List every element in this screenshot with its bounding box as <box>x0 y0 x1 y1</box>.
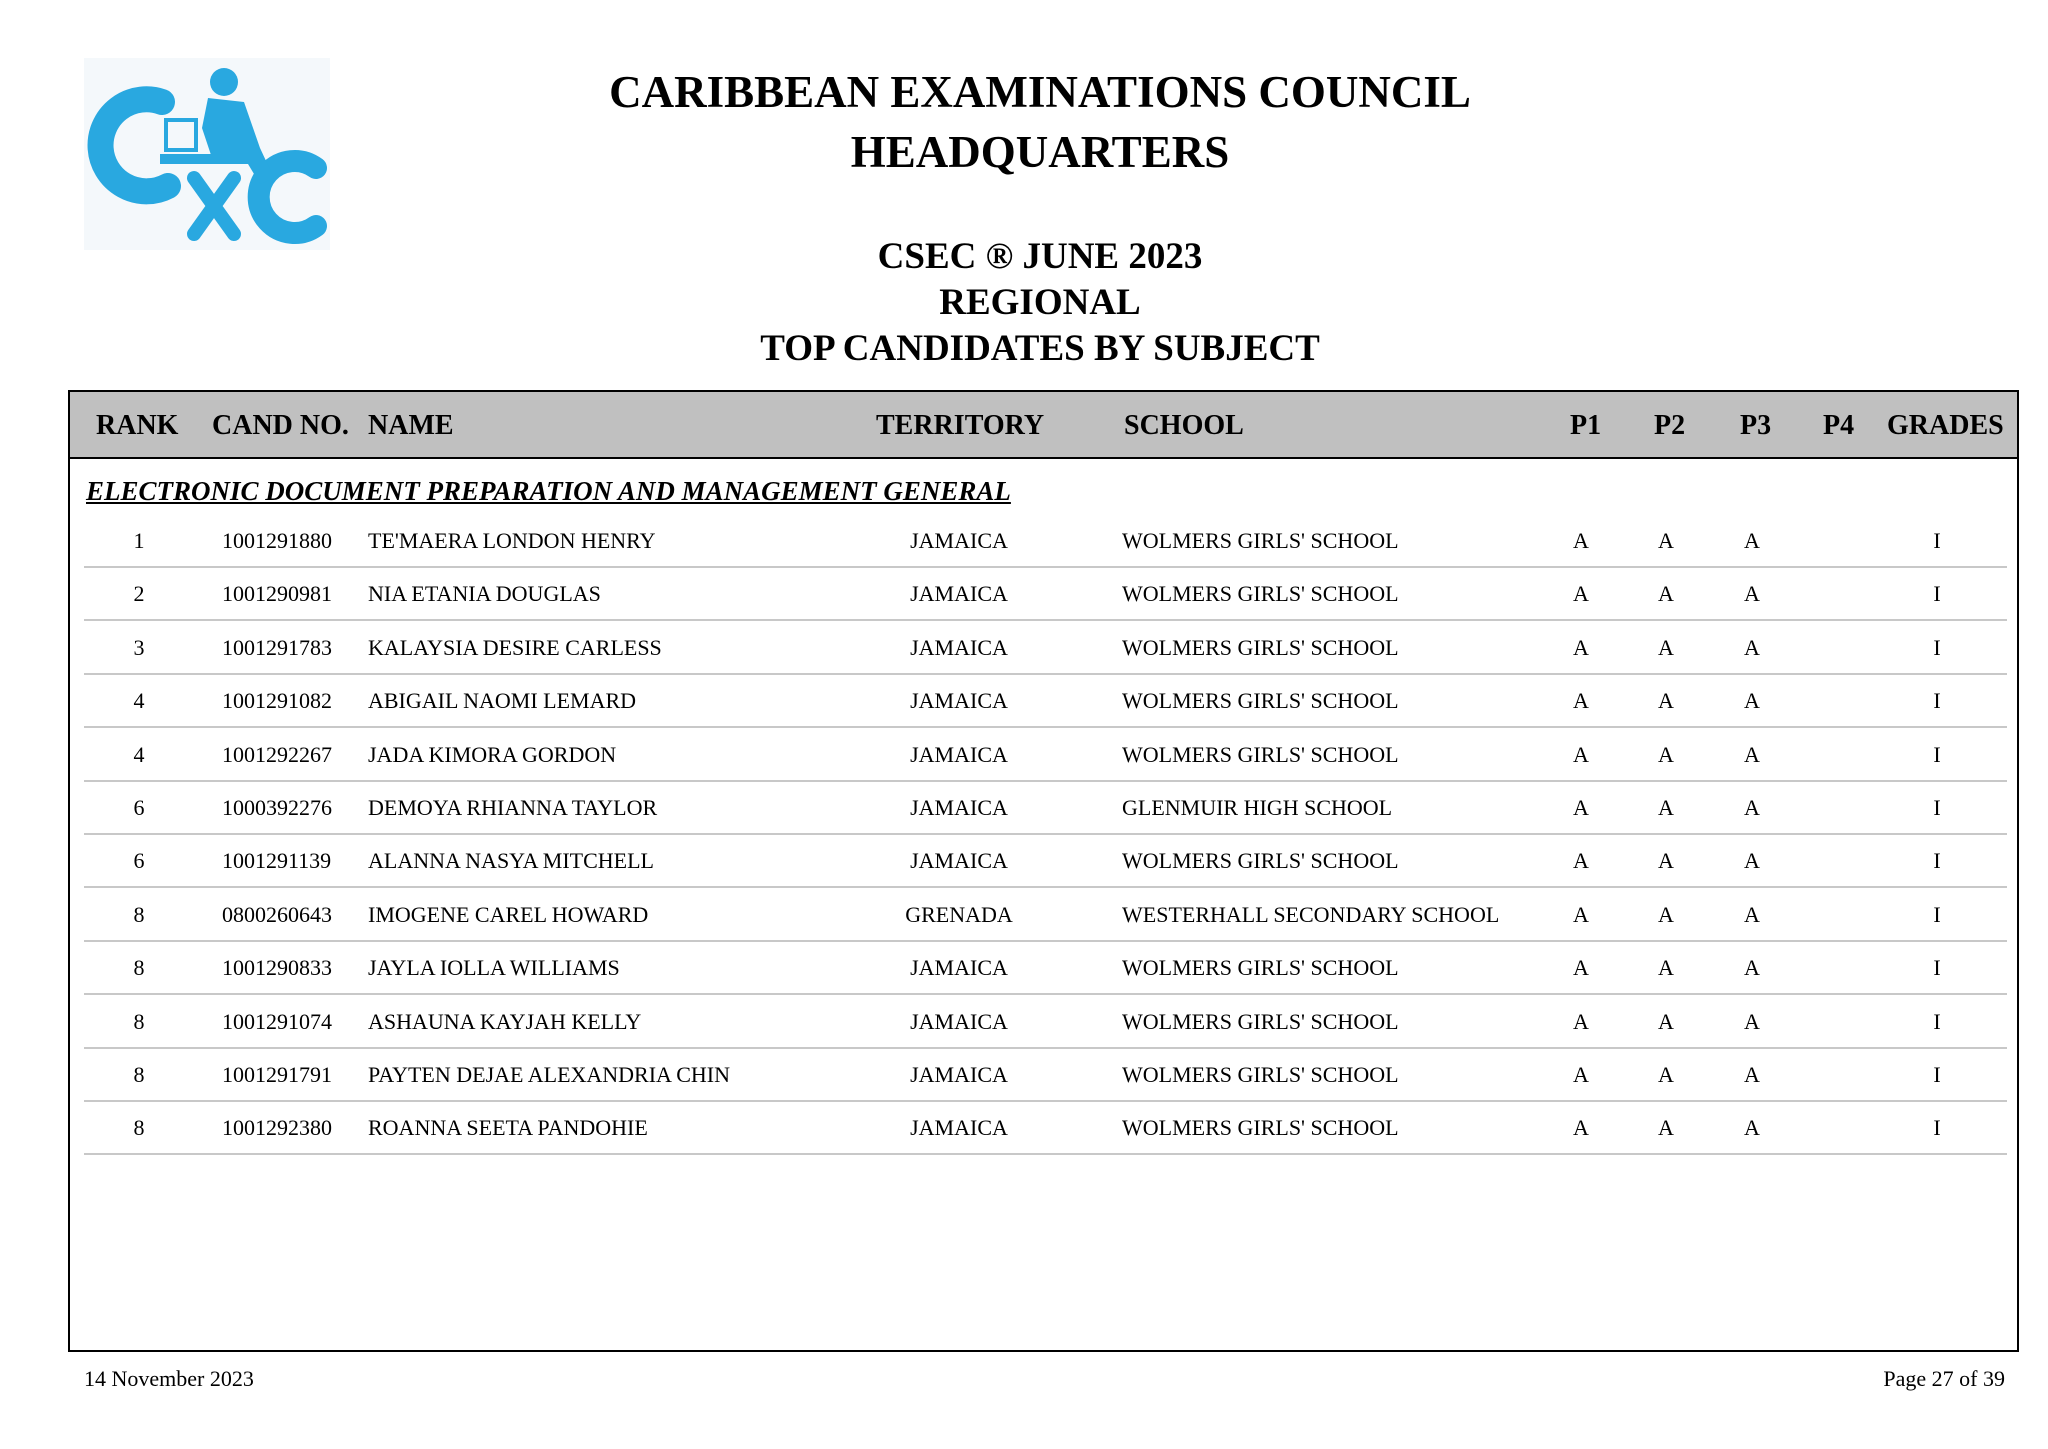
col-p3: P3 <box>1740 410 1772 441</box>
p2-cell: A <box>1658 794 1674 820</box>
table-row <box>84 1050 2007 1102</box>
territory-cell: JAMAICA <box>910 848 1008 874</box>
p1-cell: A <box>1573 581 1589 607</box>
p2-cell: A <box>1658 955 1674 981</box>
territory-cell: JAMAICA <box>910 634 1008 660</box>
territory-cell: JAMAICA <box>910 528 1008 553</box>
grade-cell: I <box>1933 634 1941 660</box>
p2-cell: A <box>1658 901 1674 927</box>
table-row <box>84 730 2007 782</box>
p2-cell: A <box>1658 848 1674 874</box>
org-name: CARIBBEAN EXAMINATIONS COUNCIL <box>609 67 1471 117</box>
territory-cell: JAMAICA <box>910 794 1008 820</box>
name-cell: KALAYSIA DESIRE CARLESS <box>368 634 662 660</box>
p1-cell: A <box>1573 1061 1589 1087</box>
col-territory: TERRITORY <box>876 410 1045 441</box>
p3-cell: A <box>1744 848 1760 874</box>
school-cell: WESTERHALL SECONDARY SCHOOL <box>1122 901 1500 927</box>
grade-cell: I <box>1933 1115 1941 1141</box>
table-row <box>84 783 2007 835</box>
table-row <box>84 943 2007 995</box>
cand-no-cell: 1001292267 <box>222 741 332 767</box>
p3-cell: A <box>1744 741 1760 767</box>
grade-cell: I <box>1933 955 1941 981</box>
p1-cell: A <box>1573 741 1589 767</box>
p1-cell: A <box>1573 1008 1589 1034</box>
school-cell: WOLMERS GIRLS' SCHOOL <box>1122 528 1399 553</box>
report-name: TOP CANDIDATES BY SUBJECT <box>760 328 1320 369</box>
school-cell: WOLMERS GIRLS' SCHOOL <box>1122 1008 1399 1034</box>
table-row <box>84 1103 2007 1155</box>
cand-no-cell: 1001292380 <box>222 1115 332 1141</box>
cand-no-cell: 1001291082 <box>222 688 332 714</box>
p2-cell: A <box>1658 1061 1674 1087</box>
name-cell: DEMOYA RHIANNA TAYLOR <box>368 794 658 820</box>
name-cell: JAYLA IOLLA WILLIAMS <box>368 955 620 981</box>
territory-cell: JAMAICA <box>910 1115 1008 1141</box>
p1-cell: A <box>1573 901 1589 927</box>
name-cell: ROANNA SEETA PANDOHIE <box>368 1115 648 1141</box>
cxc-logo <box>84 58 330 250</box>
page-number: Page 27 of 39 <box>1883 1366 2005 1391</box>
p2-cell: A <box>1658 634 1674 660</box>
p2-cell: A <box>1658 741 1674 767</box>
name-cell: ASHAUNA KAYJAH KELLY <box>368 1008 642 1034</box>
p3-cell: A <box>1744 688 1760 714</box>
cand-no-cell: 1001291139 <box>222 848 332 874</box>
school-cell: WOLMERS GIRLS' SCHOOL <box>1122 848 1399 874</box>
col-grades: GRADES <box>1887 410 2004 441</box>
grade-cell: I <box>1933 581 1941 607</box>
table-row <box>84 997 2007 1049</box>
col-name: NAME <box>368 410 454 441</box>
table-row <box>84 623 2007 675</box>
p3-cell: A <box>1744 901 1760 927</box>
grade-cell: I <box>1933 794 1941 820</box>
name-cell: IMOGENE CAREL HOWARD <box>368 901 649 927</box>
table-row <box>84 516 2007 568</box>
p2-cell: A <box>1658 688 1674 714</box>
territory-cell: JAMAICA <box>910 688 1008 714</box>
table-header <box>70 392 2017 459</box>
rank-cell: 4 <box>133 741 145 767</box>
grade-cell: I <box>1933 741 1941 767</box>
col-cand-no: CAND NO. <box>212 410 349 441</box>
school-cell: WOLMERS GIRLS' SCHOOL <box>1122 634 1399 660</box>
rank-cell: 6 <box>133 794 145 820</box>
name-cell: JADA KIMORA GORDON <box>368 741 617 767</box>
p3-cell: A <box>1744 581 1760 607</box>
cand-no-cell: 1001290981 <box>222 581 332 607</box>
name-cell: ALANNA NASYA MITCHELL <box>368 848 654 874</box>
name-cell: TE'MAERA LONDON HENRY <box>368 528 656 553</box>
rank-cell: 8 <box>133 1061 145 1087</box>
organization-title <box>540 62 1540 182</box>
col-p1: P1 <box>1570 410 1602 441</box>
p1-cell: A <box>1573 794 1589 820</box>
exam-title: CSEC ® JUNE 2023 <box>877 236 1203 277</box>
p2-cell: A <box>1658 581 1674 607</box>
name-cell: NIA ETANIA DOUGLAS <box>368 581 601 607</box>
cand-no-cell: 1001291074 <box>222 1008 332 1034</box>
p2-cell: A <box>1658 1008 1674 1034</box>
p3-cell: A <box>1744 1061 1760 1087</box>
grade-cell: I <box>1933 848 1941 874</box>
p2-cell: A <box>1658 528 1674 553</box>
name-cell: PAYTEN DEJAE ALEXANDRIA CHIN <box>368 1061 731 1087</box>
p3-cell: A <box>1744 528 1760 553</box>
p1-cell: A <box>1573 848 1589 874</box>
p1-cell: A <box>1573 1115 1589 1141</box>
rank-cell: 4 <box>133 688 145 714</box>
cxc-logo-icon <box>84 58 330 250</box>
territory-cell: GRENADA <box>905 901 1013 927</box>
territory-cell: JAMAICA <box>910 741 1008 767</box>
grade-cell: I <box>1933 528 1941 553</box>
results-table <box>68 390 2019 1352</box>
cand-no-cell: 1001291783 <box>222 634 332 660</box>
p1-cell: A <box>1573 688 1589 714</box>
rank-cell: 6 <box>133 848 145 874</box>
p3-cell: A <box>1744 1115 1760 1141</box>
p3-cell: A <box>1744 634 1760 660</box>
school-cell: WOLMERS GIRLS' SCHOOL <box>1122 1061 1399 1087</box>
grade-cell: I <box>1933 688 1941 714</box>
grade-cell: I <box>1933 1008 1941 1034</box>
name-cell: ABIGAIL NAOMI LEMARD <box>368 688 637 714</box>
cand-no-cell: 1001291880 <box>222 528 332 553</box>
territory-cell: JAMAICA <box>910 1061 1008 1087</box>
rank-cell: 8 <box>133 1115 145 1141</box>
rank-cell: 2 <box>133 581 145 607</box>
school-cell: WOLMERS GIRLS' SCHOOL <box>1122 581 1399 607</box>
table-row <box>84 836 2007 888</box>
org-location: HEADQUARTERS <box>850 127 1230 177</box>
rank-cell: 3 <box>133 634 145 660</box>
report-date: 14 November 2023 <box>84 1366 254 1391</box>
col-p4: P4 <box>1823 410 1855 441</box>
col-rank: RANK <box>96 410 179 441</box>
col-school: SCHOOL <box>1124 410 1244 441</box>
rank-cell: 8 <box>133 955 145 981</box>
cand-no-cell: 1000392276 <box>222 794 332 820</box>
rank-cell: 8 <box>133 901 145 927</box>
school-cell: WOLMERS GIRLS' SCHOOL <box>1122 1115 1399 1141</box>
school-cell: WOLMERS GIRLS' SCHOOL <box>1122 955 1399 981</box>
cand-no-cell: 1001290833 <box>222 955 332 981</box>
table-row <box>84 676 2007 728</box>
col-p2: P2 <box>1654 410 1686 441</box>
school-cell: WOLMERS GIRLS' SCHOOL <box>1122 688 1399 714</box>
p1-cell: A <box>1573 955 1589 981</box>
p3-cell: A <box>1744 1008 1760 1034</box>
grade-cell: I <box>1933 1061 1941 1087</box>
p1-cell: A <box>1573 528 1589 553</box>
school-cell: WOLMERS GIRLS' SCHOOL <box>1122 741 1399 767</box>
territory-cell: JAMAICA <box>910 955 1008 981</box>
p3-cell: A <box>1744 955 1760 981</box>
p3-cell: A <box>1744 794 1760 820</box>
subject-heading: ELECTRONIC DOCUMENT PREPARATION AND MANAGEMENT GENERAL <box>86 476 1011 506</box>
cand-no-cell: 1001291791 <box>222 1061 332 1087</box>
rank-cell: 8 <box>133 1008 145 1034</box>
territory-cell: JAMAICA <box>910 1008 1008 1034</box>
table-row <box>84 569 2007 621</box>
table-row <box>84 890 2007 942</box>
grade-cell: I <box>1933 901 1941 927</box>
table-body <box>84 516 2007 1157</box>
scope-title: REGIONAL <box>939 282 1141 323</box>
p2-cell: A <box>1658 1115 1674 1141</box>
rank-cell: 1 <box>133 528 145 553</box>
school-cell: GLENMUIR HIGH SCHOOL <box>1122 794 1393 820</box>
p1-cell: A <box>1573 634 1589 660</box>
territory-cell: JAMAICA <box>910 581 1008 607</box>
report-title <box>540 234 1540 372</box>
cand-no-cell: 0800260643 <box>222 901 332 927</box>
